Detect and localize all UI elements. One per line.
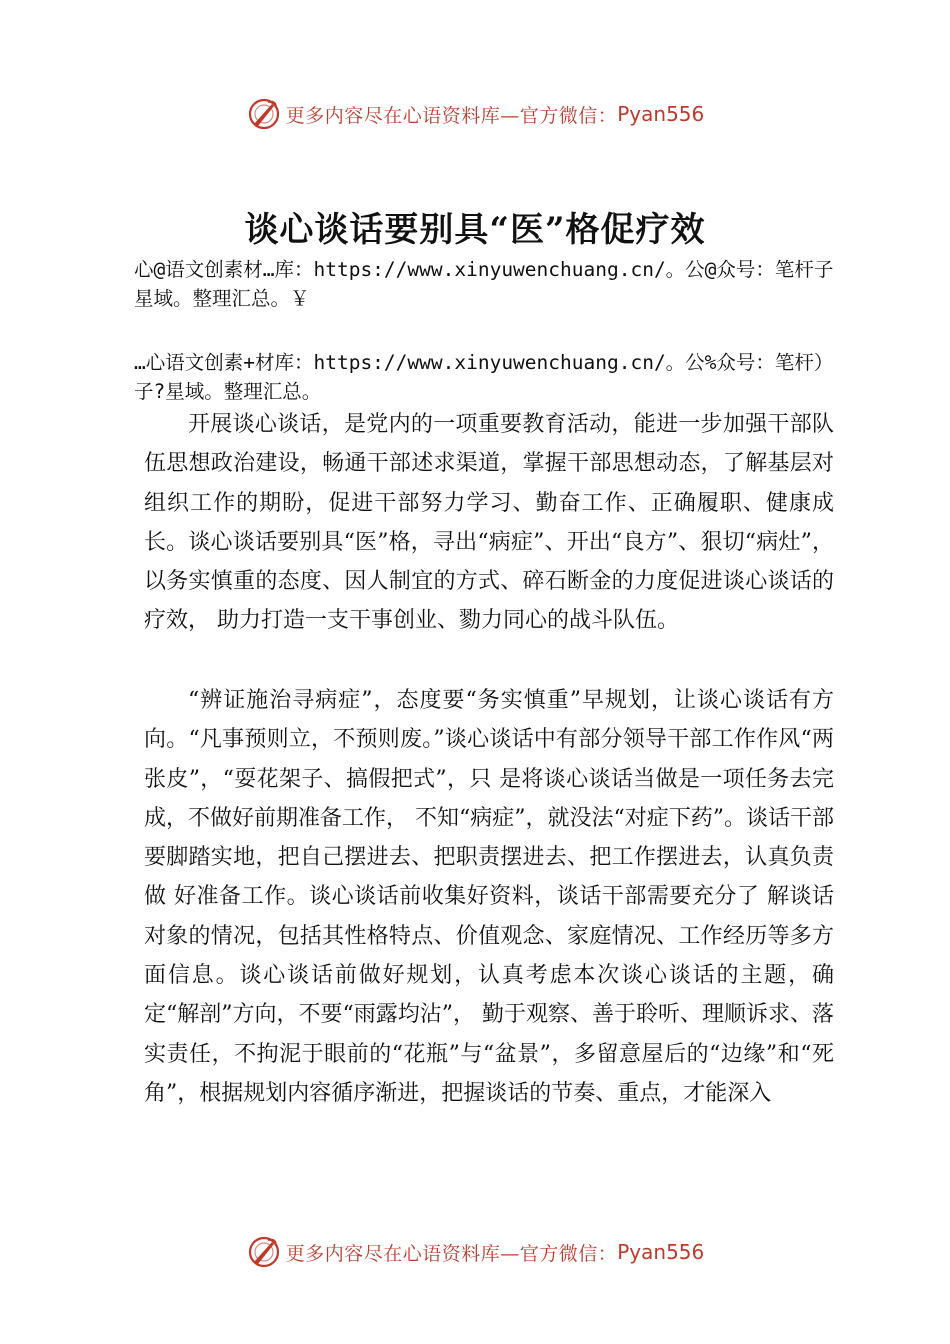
paragraph-text: 开展谈心谈话，是党内的一项重要教育活动，能进一步加强干部队伍思想政治建设，畅通干部述求渠道，掌握干部思想动态，了解基层对组织工作的期盼，促进干部努力学习、勤奋工作、正确履职、健康成长。谈心谈话要别具“医”格，寻出“病症”、开出“良方”、狠切“病灶”，以务实慎重的态度、因人制宜的方式、碎石断金的力度促进谈心谈话的疗效， 助力打造一支干事创业、勠力同心的战斗队伍。 bbox=[144, 412, 834, 634]
banner-wechat-id: Pyan556 bbox=[617, 1240, 705, 1264]
source-line-1: 心@语文创素材…库：https://www.xinyuwenchuang.cn/。公@众号：笔杆子星域。整理汇总。￥ bbox=[134, 258, 834, 310]
paragraph-1 bbox=[144, 405, 834, 641]
source-line-2: …心语文创素+材库：https://www.xinyuwenchuang.cn/。公%众号：笔杆）子?星域。整理汇总。 bbox=[134, 351, 834, 403]
paragraph-text: “辨证施治寻病症”，态度要“务实慎重”早规划，让谈心谈话有方向。“凡事预则立，不预则废。”谈心谈话中有部分领导干部工作作风“两张皮”，“耍花架子、搞假把式”，只 是将谈心谈话当做是一项任务去完成，不做好前期准备工作， 不知“病症”，就没法“对症下药”。谈话干部要脚踏实地，把自己摆进去、把职责摆进去、把工作摆进去，认真负责做 好准备工作。谈心谈话前收集好资料，谈话干部需要充分了 解谈话对象的情况，包括其性格特点、价值观念、家庭情况、工作经历等多方面信息。谈心谈话前做好规划，认真考虑本次谈心谈话的主题，确定“解剖”方向，不要“雨露均沾”， 勤于观察、善于聆听、理顺诉求、落实责任，不拘泥于眼前的“花瓶”与“盆景”，多留意屋后的“边缘”和“死角”，根据规划内容循序渐进，把握谈话的节奏、重点，才能深入 bbox=[144, 688, 834, 1106]
paragraph-2 bbox=[144, 681, 834, 1113]
quill-logo-icon bbox=[246, 96, 282, 132]
quill-logo-icon bbox=[246, 1234, 282, 1270]
banner-text: 更多内容尽在心语资料库—官方微信： bbox=[285, 1242, 618, 1265]
document-title: 谈心谈话要别具“医”格促疗效 bbox=[244, 210, 706, 250]
banner-wechat-id: Pyan556 bbox=[617, 102, 705, 126]
banner-text: 更多内容尽在心语资料库—官方微信： bbox=[285, 104, 618, 127]
footer-watermark-banner bbox=[0, 1232, 950, 1272]
header-watermark-banner bbox=[0, 94, 950, 134]
